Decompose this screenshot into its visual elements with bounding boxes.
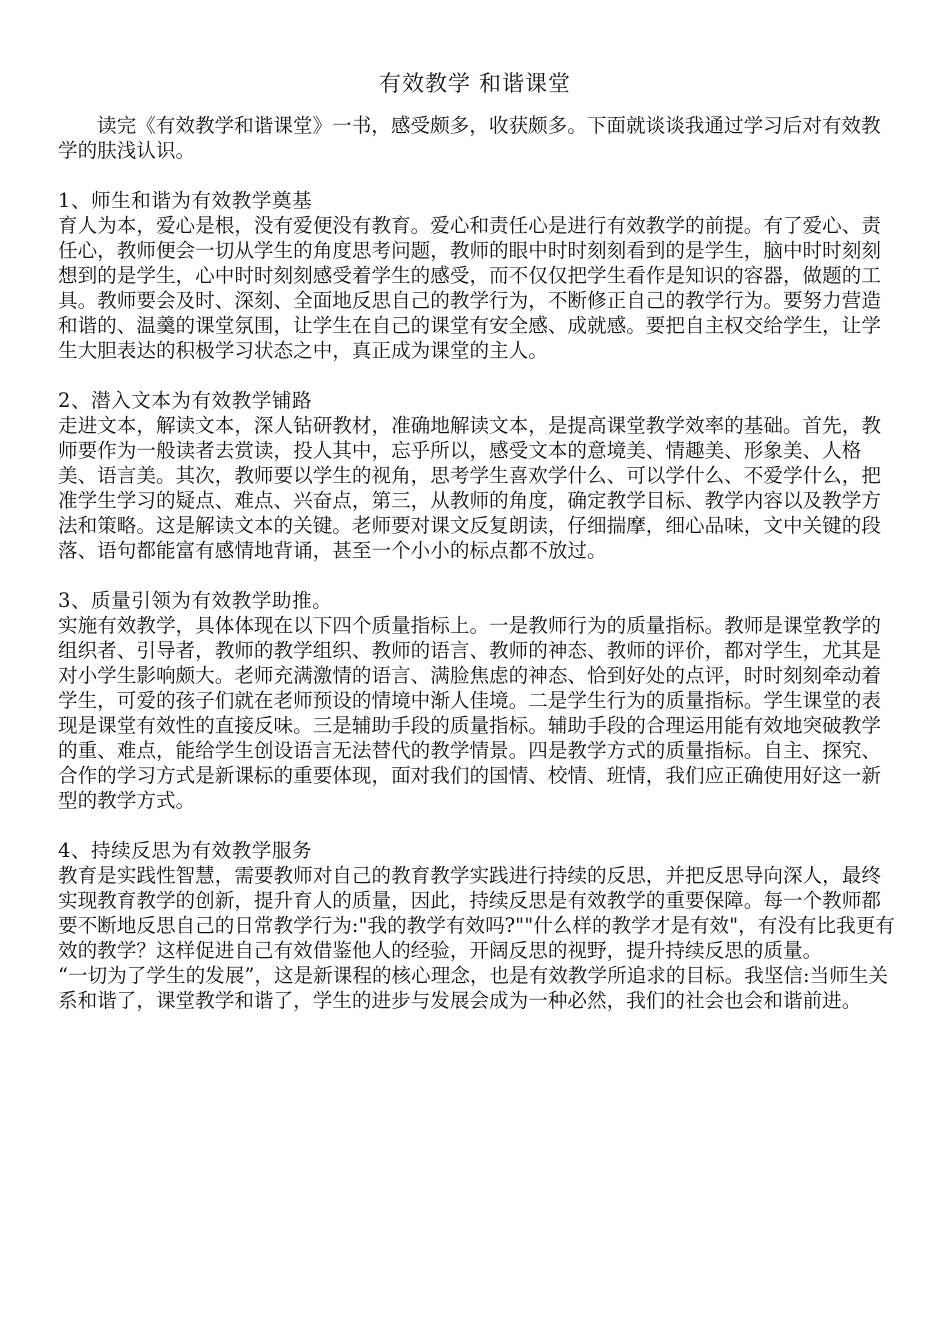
section-3-heading: 3、质量引领为有效教学助推。 <box>58 589 333 612</box>
document-title: 有效教学 和谐课堂 <box>379 72 571 97</box>
paragraph-spacer <box>58 363 896 388</box>
conclusion-paragraph: “一切为了学生的发展”，这是新课程的核心理念，也是有效教学所追求的目标。我坚信:当师生关系和谐了，课堂教学和谐了，学生的进步与发展会成为一种必然，我们的社会也会和谐前进。 <box>58 964 888 1012</box>
paragraph-spacer <box>58 163 896 188</box>
section-2-body: 走进文本，解读文本，深人钻研教材，准确地解读文本，是提高课堂教学效率的基础。首先，教师要作为一般读者去赏读，投人其中，忘乎所以，感受文本的意境美、情趣美、形象美、人格美、语言美。其次，教师要以学生的视角，思考学生喜欢学什么、可以学什么、不爱学什么，把准学生学习的疑点、难点、兴奋点，第三，从教师的角度，确定教学目标、教学内容以及教学方法和策略。这是解读文本的关键。老师要对课文反复朗读，仔细揣摩，细心品味，文中关键的段落、语句都能富有感情地背诵，甚至一个小小的标点都不放过。 <box>58 414 881 562</box>
section-1-heading: 1、师生和谐为有效教学奠基 <box>58 189 313 212</box>
section-3-body: 实施有效教学，具体体现在以下四个质量指标上。一是教师行为的质量指标。教师是课堂教学的组织者、引导者，教师的教学组织、教师的语言、教师的神态、教师的评价，都对学生，尤其是对小学生影响颇大。老师充满激情的语言、满脸焦虑的神态、恰到好处的点评，时时刻刻牵动着学生，可爱的孩子们就在老师预设的情境中渐人佳境。二是学生行为的质量指标。学生课堂的表现是课堂有效性的直接反味。三是辅助手段的质量指标。辅助手段的合理运用能有效地突破教学的重、难点，能给学生创设语言无法替代的教学情景。四是教学方式的质量指标。自主、探究、合作的学习方式是新课标的重要体现，面对我们的国情、校情、班情，我们应正确使用好这一新型的教学方式。 <box>58 614 881 812</box>
document-body <box>58 113 896 1013</box>
paragraph-spacer <box>58 563 896 588</box>
section-4-body: 教育是实践性智慧，需要教师对自己的教育教学实践进行持续的反思，并把反思导向深人，最终实现教育教学的创新，提升育人的质量，因此，持续反思是有效教学的重要保障。每一个教师都要不断地反思自己的日常教学行为:"我的教学有效吗?""什么样的教学才是有效"，有没有比我更有效的教学？这样促进自己有效借鉴他人的经验，开阔反思的视野，提升持续反思的质量。 <box>58 864 895 962</box>
section-4-heading: 4、持续反思为有效教学服务 <box>58 839 313 862</box>
intro-paragraph: 读完《有效教学和谐课堂》一书，感受颇多，收获颇多。下面就谈谈我通过学习后对有效教学的肤浅认识。 <box>58 114 881 162</box>
paragraph-spacer <box>58 813 896 838</box>
section-1-body: 育人为本，爱心是根，没有爱便没有教育。爱心和责任心是进行有效教学的前提。有了爱心、责任心，教师便会一切从学生的角度思考问题，教师的眼中时时刻刻看到的是学生，脑中时时刻刻想到的是学生，心中时时刻刻感受着学生的感受，而不仅仅把学生看作是知识的容器，做题的工具。教师要会及时、深刻、全面地反思自己的教学行为，不断修正自己的教学行为。要努力营造和谐的、温羹的课堂氛围，让学生在自己的课堂有安全感、成就感。要把自主权交给学生，让学生大胆表达的积极学习状态之中，真正成为课堂的主人。 <box>58 214 881 362</box>
section-2-heading: 2、潜入文本为有效教学铺路 <box>58 389 313 412</box>
